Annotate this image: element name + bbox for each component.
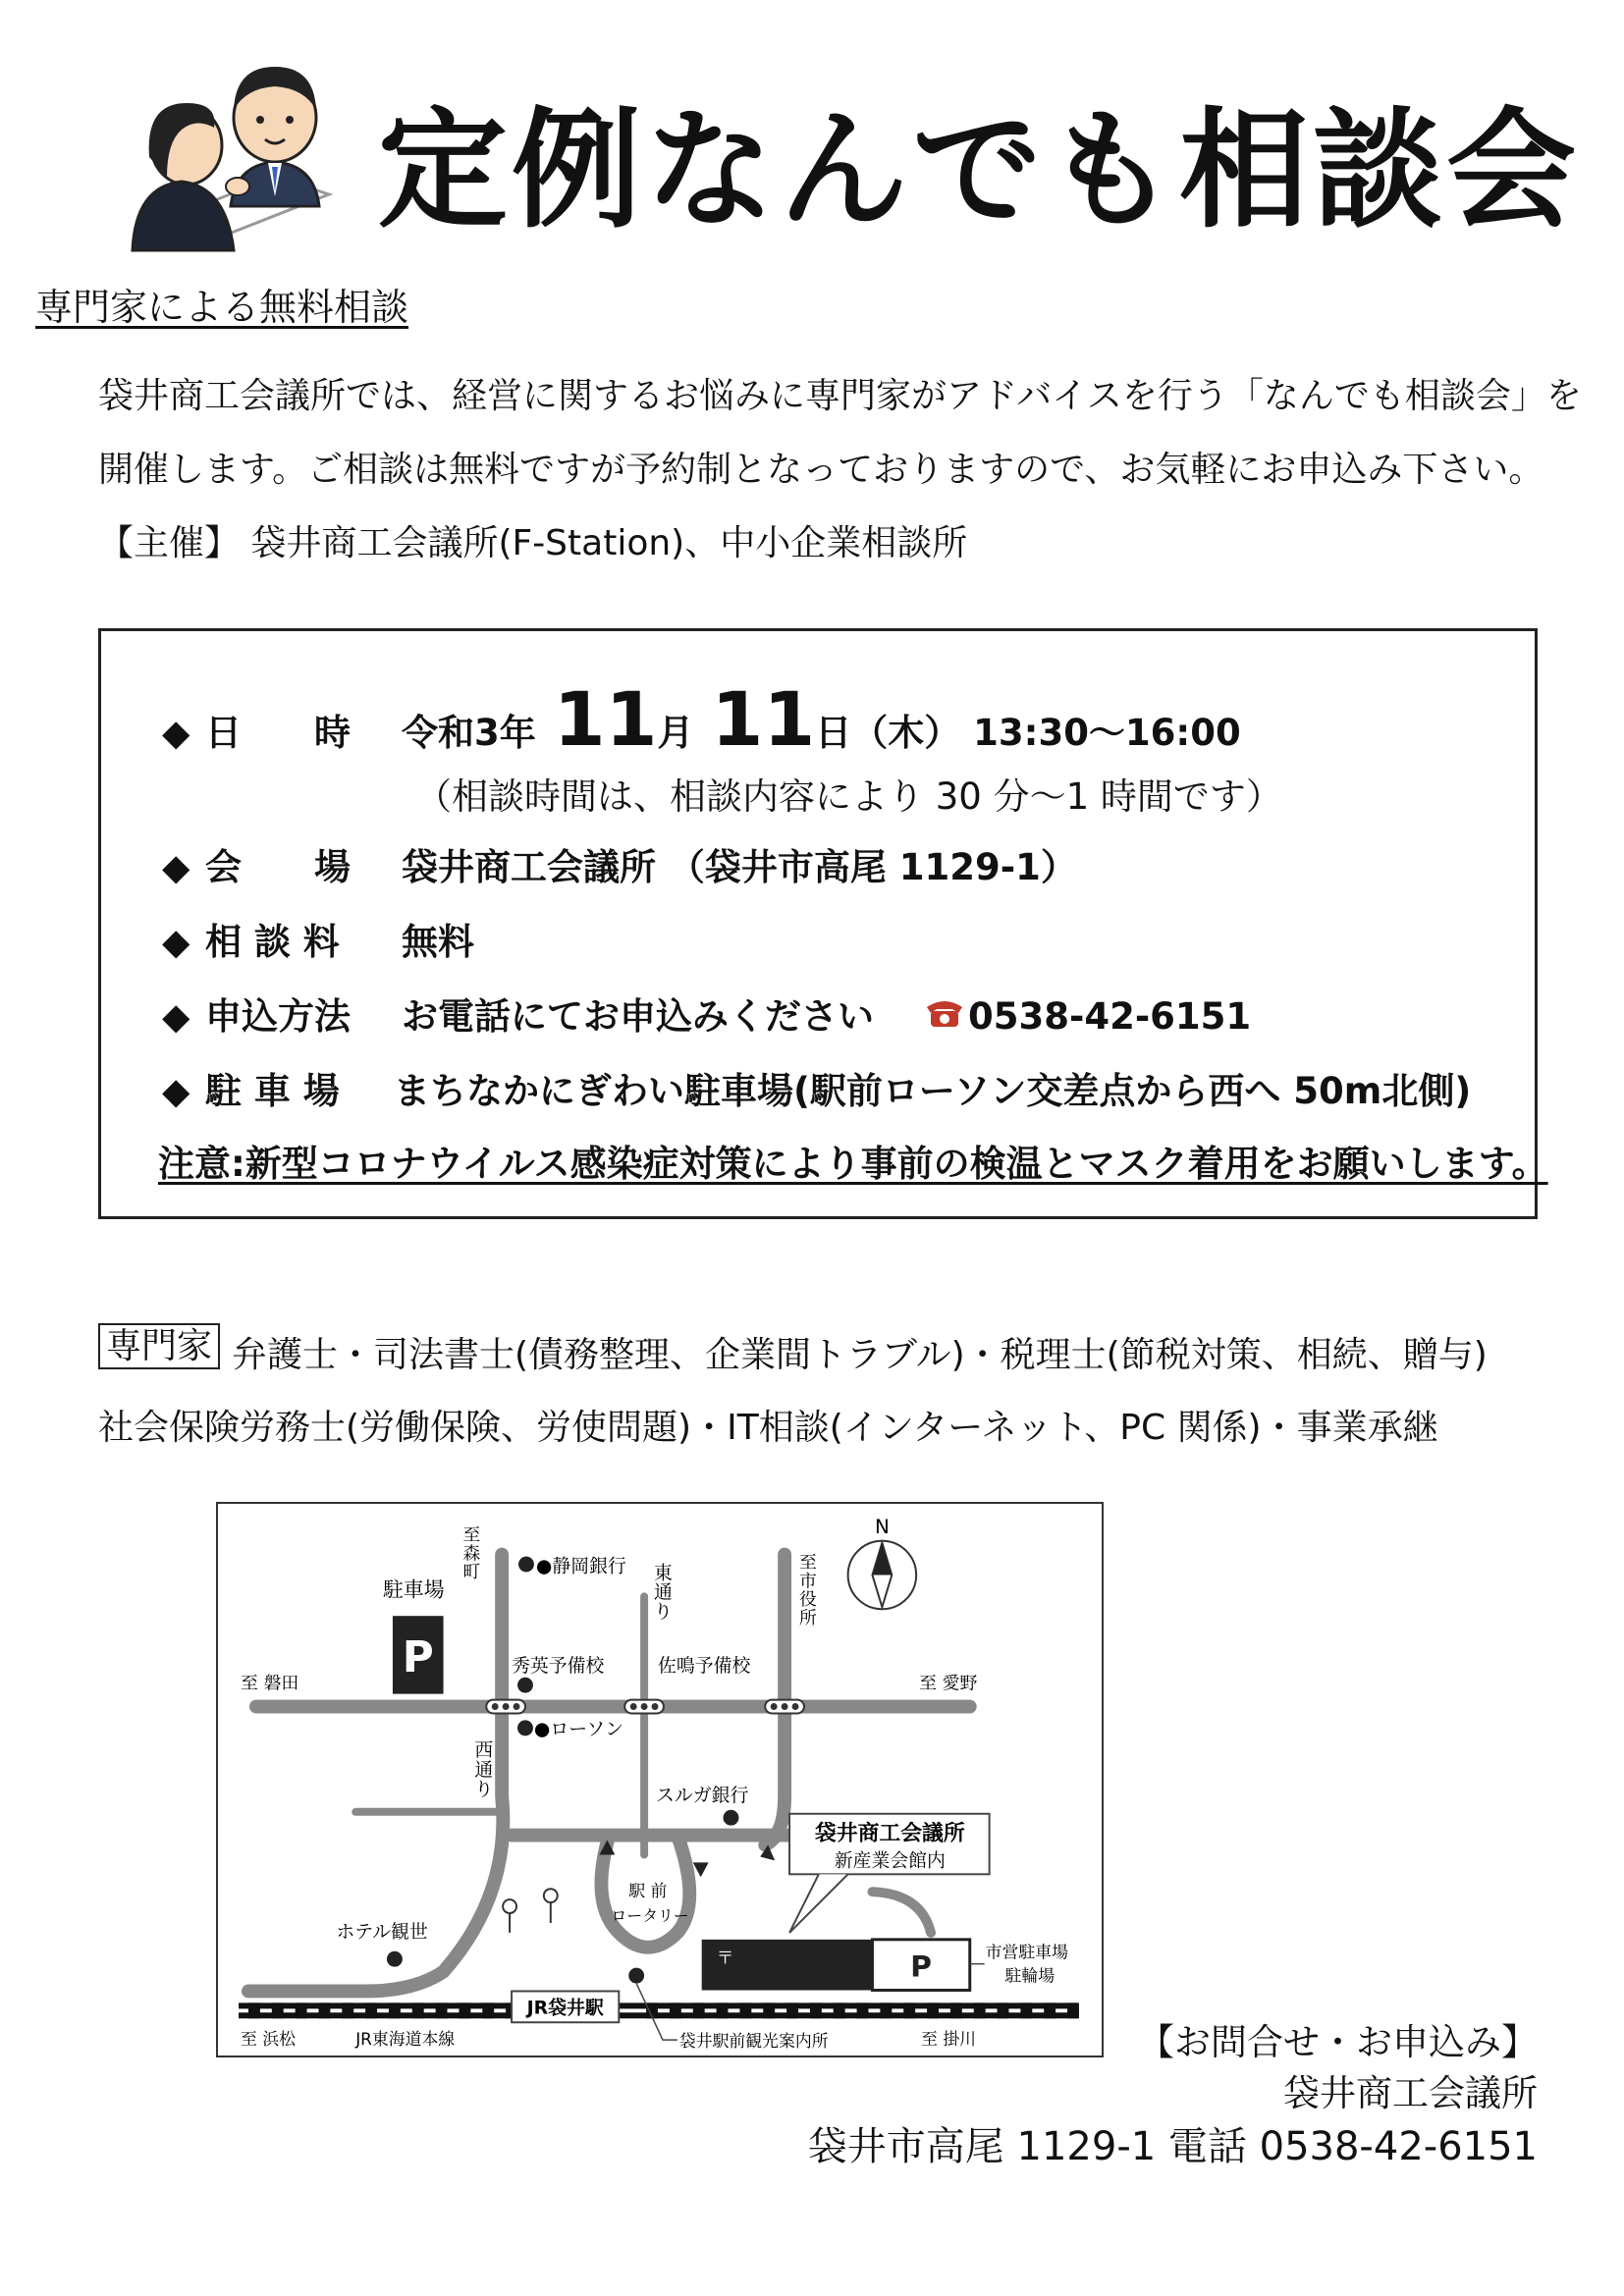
map-to-hamamatsu: 至 浜松 [241, 2029, 296, 2050]
railway-tie [1020, 2002, 1032, 2018]
map-to-aino: 至 愛野 [919, 1673, 978, 1694]
railway-tie [670, 2002, 681, 2018]
railway-tie [318, 2002, 330, 2018]
map-lawson: ●ローソン [533, 1718, 624, 1740]
contact-org: 袋井商工会議所 [1283, 2072, 1538, 2114]
railway-tie [834, 2002, 845, 2018]
map-to-morimachi: 至森町 [462, 1524, 481, 1583]
map-suruga-bank: スルガ銀行 [656, 1784, 749, 1806]
map-city-parking: 市営駐車場 [985, 1942, 1068, 1962]
compass-icon [848, 1541, 917, 1610]
date-label: 日 時 [205, 712, 351, 754]
railway-tie [857, 2002, 869, 2018]
organizer-line: 【主催】 袋井商工会議所(F-Station)、中小企業相談所 [98, 523, 968, 563]
apply-row [162, 987, 1251, 1040]
railway-tie [903, 2002, 915, 2018]
railway-tie [927, 2002, 939, 2018]
date-note: （相談時間は、相談内容により 30 分～1 時間です） [415, 775, 1282, 818]
railway-tie [950, 2002, 962, 2018]
date-time: （木） 13:30～16:00 [851, 712, 1241, 754]
date-era: 令和3年 [402, 712, 536, 754]
experts-line-1: 弁護士・司法書士(債務整理、企業間トラブル)・税理士(節税対策、相続、贈与) [232, 1335, 1488, 1375]
bullet-diamond: ◆ [162, 712, 190, 754]
parking-label: 駐 車 場 [205, 1070, 340, 1112]
railway-tie [739, 2002, 751, 2018]
railway-tie [717, 2002, 729, 2018]
map-parking-p: P [402, 1631, 434, 1682]
railway-tie [786, 2002, 798, 2018]
date-day-unit: 日 [815, 712, 852, 754]
intro-line-1: 袋井商工会議所では、経営に関するお悩みに専門家がアドバイスを行う「なんでも相談会」を [98, 376, 1582, 416]
map-tourist-info: 袋井駅前観光案内所 [678, 2031, 829, 2052]
map-to-shiyakusho: 至市役所 [798, 1552, 817, 1629]
apply-label: 申込方法 [205, 995, 351, 1038]
date-day: 11 [711, 675, 816, 763]
date-row [162, 675, 1241, 763]
bullet-diamond: ◆ [162, 846, 190, 888]
contact-heading: 【お問合せ・お申込み】 [1138, 2021, 1538, 2063]
apply-phone: 0538-42-6151 [968, 995, 1252, 1038]
map-saryu: 佐鳴予備校 [658, 1654, 751, 1677]
map-north: N [874, 1515, 890, 1538]
map-to-iwata: 至 磐田 [241, 1673, 299, 1694]
map-chamber: 袋井商工会議所 [814, 1821, 965, 1846]
event-info-box [98, 628, 1548, 1219]
bullet-diamond: ◆ [162, 1070, 190, 1112]
map-parking-label: 駐車場 [383, 1577, 445, 1602]
page-subtitle: 専門家による無料相談 [35, 286, 409, 329]
parking-row [162, 1061, 1471, 1114]
venue-label: 会 場 [205, 846, 351, 888]
telephone-icon [925, 997, 964, 1029]
venue-row [162, 837, 1077, 890]
experts-tag: 専門家 [98, 1323, 220, 1369]
railway-tie [412, 2002, 424, 2018]
railway-tie [436, 2002, 448, 2018]
date-month: 11 [553, 675, 658, 763]
railway-tie [880, 2002, 892, 2018]
page-title: 定例なんでも相談会 [378, 95, 1580, 246]
railway-tie [342, 2002, 353, 2018]
map-higashi-dori: 東通り [654, 1562, 673, 1624]
railway-tie [763, 2002, 775, 2018]
railway-tie [365, 2002, 377, 2018]
railway-tie [1044, 2002, 1056, 2018]
railway-tie [248, 2002, 260, 2018]
railway-tie [974, 2002, 986, 2018]
apply-value: お電話にてお申込みください [402, 995, 874, 1038]
experts-line-2: 社会保険労務士(労働保険、労使問題)・IT相談(インターネット、PC 関係)・事業承継 [98, 1408, 1438, 1448]
map-chamber-sub: 新産業会館内 [834, 1849, 946, 1872]
map-nishi-dori: 西通り [474, 1739, 494, 1800]
contact-address: 袋井市高尾 1129-1 電話 0538-42-6151 [807, 2124, 1538, 2169]
railway-tie [272, 2002, 284, 2018]
map-city-parking-p: P [910, 1949, 933, 1985]
map-rotary: ロータリー [611, 1905, 689, 1925]
map-shizuoka-bank: ●静岡銀行 [535, 1555, 626, 1577]
railway-tie [296, 2002, 307, 2018]
railway-tie [810, 2002, 822, 2018]
railway-tie [459, 2002, 470, 2018]
intro-line-2: 開催します。ご相談は無料ですが予約制となっておりますので、お気軽にお申込み下さい。 [98, 450, 1544, 490]
map-ekimae: 駅 前 [628, 1881, 668, 1901]
fee-label: 相 談 料 [205, 921, 340, 963]
fee-value: 無料 [402, 921, 474, 963]
post-office-icon: 〒 [716, 1948, 734, 1969]
railway-tie [1067, 2002, 1079, 2018]
map-jr-station: JR袋井駅 [526, 1997, 604, 2019]
railway-tie [693, 2002, 705, 2018]
map-shuei: 秀英予備校 [512, 1654, 605, 1677]
date-month-unit: 月 [657, 712, 694, 754]
venue-value: 袋井商工会議所 （袋井市高尾 1129-1） [402, 846, 1077, 888]
bullet-diamond: ◆ [162, 995, 190, 1038]
railway-tie [482, 2002, 494, 2018]
bullet-diamond: ◆ [162, 921, 190, 963]
consultation-illustration [128, 49, 339, 255]
parking-value: まちなかにぎわい駐車場(駅前ローソン交差点から西へ 50m北側) [394, 1070, 1472, 1112]
railway-tie [998, 2002, 1009, 2018]
map-hotel: ホテル観世 [336, 1920, 428, 1943]
map-bike-parking: 駐輪場 [1004, 1965, 1056, 1986]
covid-notice: 注意:新型コロナウイルス感染症対策により事前の検温とマスク着用をお願いします。 [158, 1143, 1548, 1185]
fee-row [162, 912, 474, 965]
map-to-kakegawa: 至 掛川 [921, 2029, 977, 2050]
map-jr-line: JR東海道本線 [355, 2029, 456, 2050]
access-map [216, 1502, 1104, 2057]
railway-tie [389, 2002, 401, 2018]
